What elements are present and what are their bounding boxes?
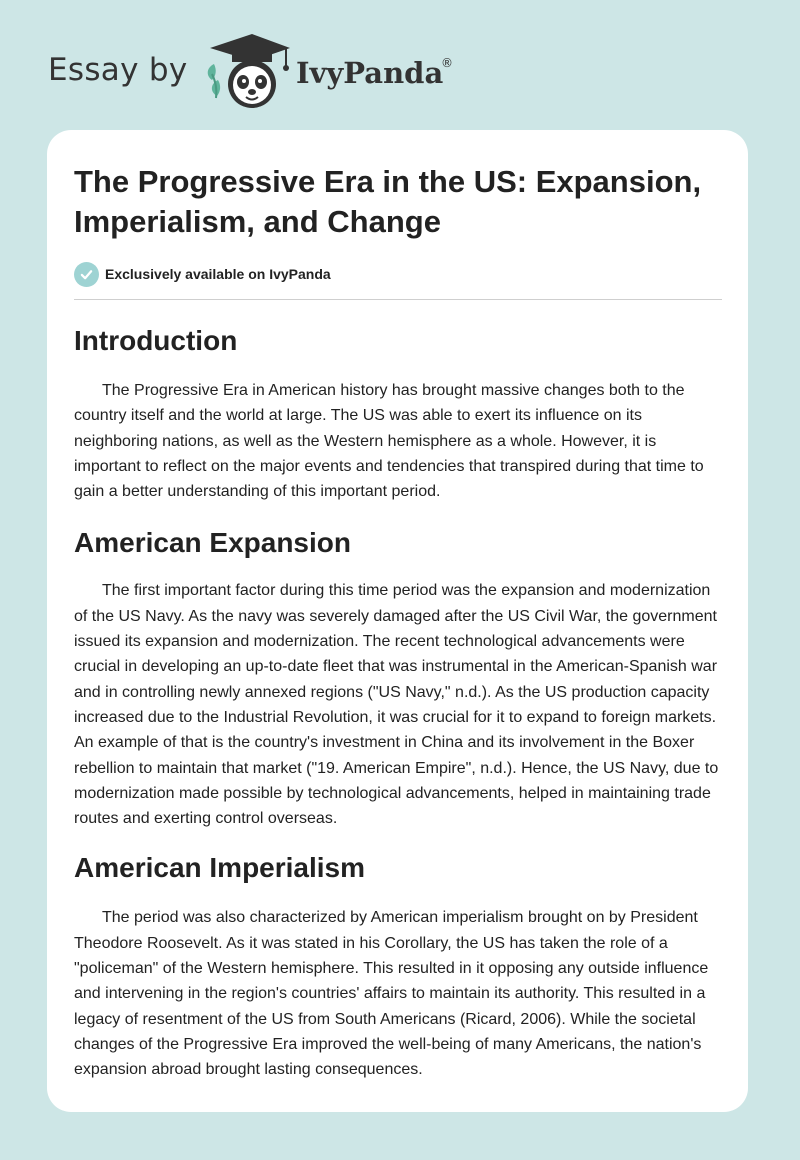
section-introduction [74, 324, 722, 504]
section-paragraph: The Progressive Era in American history has brought massive changes both to the country itself and the world at large. The US was able to exert its influence on its neighboring nations, as well as the Western hemisphere as a whole. However, it is important to reflect on the major events and tendencies that transpired during that time to gain a better understanding of this important period. [74, 382, 704, 501]
exclusive-badge-text: Exclusively available on IvyPanda [105, 266, 331, 282]
section-american-expansion [74, 526, 722, 831]
essay-card [47, 130, 748, 1112]
essay-content [74, 162, 722, 1083]
section-american-imperialism [74, 851, 722, 1082]
section-paragraph: The period was also characterized by American imperialism brought on by President Theodore Roosevelt. As it was stated in his Corollary, the US has taken the role of a "policeman" of the Western hemisphere. This resulted in it opposing any outside influence and intervening in the region's countries' affairs to maintain its authority. This resulted in a legacy of resentment of the US from South Americans (Ricard, 2006). While the societal changes of the Progressive Era improved the well-being of many Americans, the nation's expansion abroad brought lasting consequences. [74, 909, 709, 1079]
essay-title: The Progressive Era in the US: Expansion, Imperialism, and Change [74, 164, 702, 239]
essay-by-label: Essay by [48, 52, 188, 88]
site-header [0, 0, 800, 130]
registered-mark: ® [441, 56, 453, 70]
ivypanda-logo-icon[interactable] [200, 34, 296, 110]
brand-name[interactable]: IvyPanda [296, 56, 444, 90]
exclusive-badge [74, 261, 722, 287]
title-divider [74, 299, 722, 300]
section-heading: American Imperialism [74, 852, 366, 884]
checkmark-icon [74, 262, 99, 287]
section-paragraph: The first important factor during this time period was the expansion and modernization of the US Navy. As the navy was severely damaged after the US Civil War, the government issued its expansion and modernization. The recent technological advancements were crucial in developing an up-to-date fleet that was instrumental in the American-Spanish war and in controlling newly annexed regions ("US Navy," n.d.). As the US production capacity increased due to the Industrial Revolution, it was crucial for it to expand to foreign markets. An example of that is the country's investment in China and its involvement in the Boxer rebellion to maintain that market ("19. American Empire", n.d.). Hence, the US Navy, due to modernization made possible by technological advancements, helped in maintaining trade routes and exerting control overseas. [74, 582, 719, 828]
section-heading: Introduction [74, 325, 238, 356]
section-heading: American Expansion [74, 527, 351, 559]
